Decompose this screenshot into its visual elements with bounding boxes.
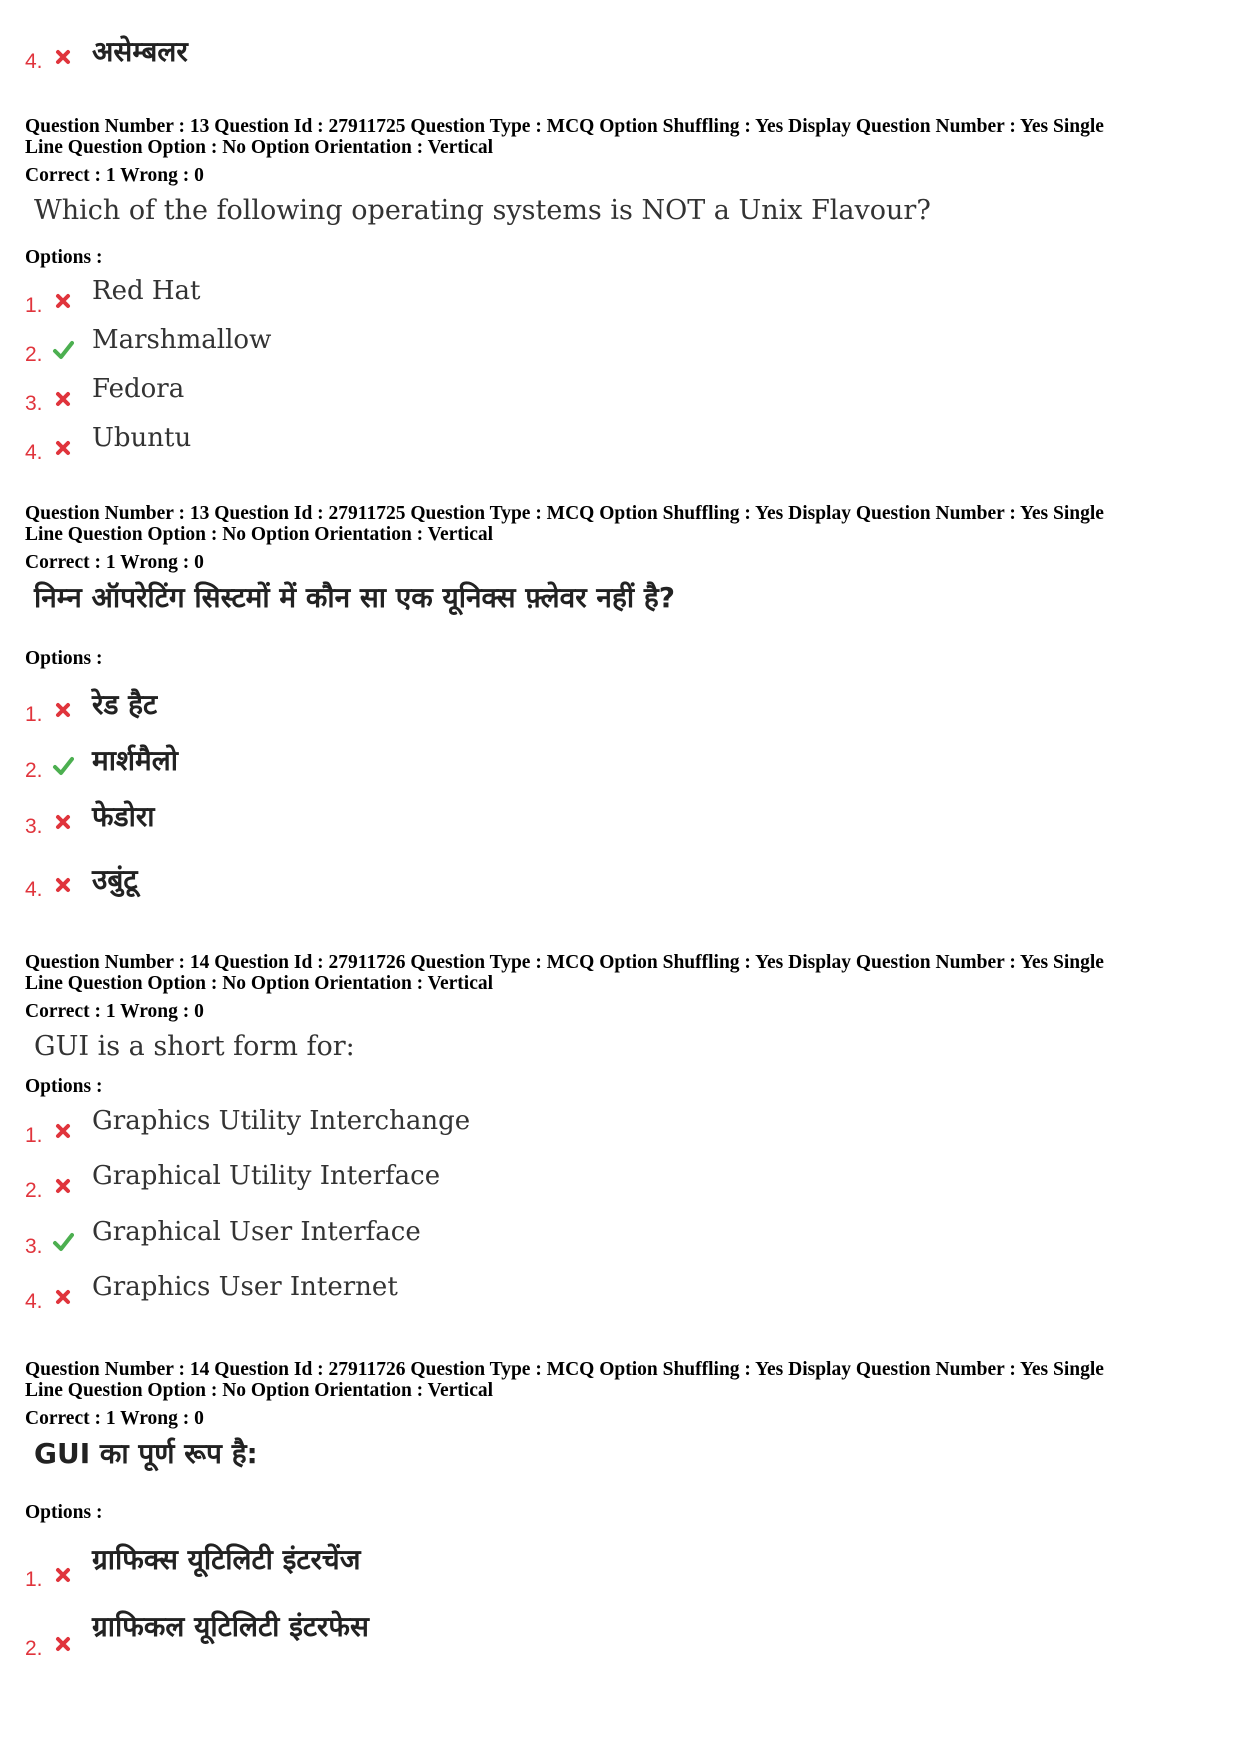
option-text: Graphical Utility Interface bbox=[92, 1161, 441, 1191]
options-label: Options : bbox=[25, 1076, 103, 1097]
option-number: 3. bbox=[25, 392, 43, 415]
option-text: Graphical User Interface bbox=[92, 1217, 421, 1247]
wrong-icon bbox=[52, 388, 74, 410]
check-icon bbox=[52, 755, 74, 777]
options-label: Options : bbox=[25, 247, 103, 268]
marks-info: Correct : 1 Wrong : 0 bbox=[25, 1408, 204, 1429]
question-meta: Line Question Option : No Option Orientation : Vertical bbox=[25, 137, 494, 158]
option-number: 4. bbox=[25, 50, 43, 73]
option-number: 2. bbox=[25, 759, 43, 782]
question-block bbox=[25, 1359, 1215, 1471]
option-text: रेड हैट bbox=[92, 688, 158, 721]
option-text: ग्राफिकल यूटिलिटी इंटरफेस bbox=[92, 1610, 369, 1643]
wrong-icon bbox=[52, 46, 74, 68]
question-meta: Question Number : 14 Question Id : 27911726 Question Type : MCQ Option Shuffling : Yes Display Question Number : Yes Single bbox=[25, 952, 1104, 973]
option-number: 1. bbox=[25, 1568, 43, 1591]
question-text: Which of the following operating systems is NOT a Unix Flavour? bbox=[34, 195, 931, 226]
check-icon bbox=[52, 339, 74, 361]
option-number: 1. bbox=[25, 1124, 43, 1147]
option-number: 2. bbox=[25, 1637, 43, 1660]
question-meta: Question Number : 13 Question Id : 27911725 Question Type : MCQ Option Shuffling : Yes Display Question Number : Yes Single bbox=[25, 116, 1104, 137]
option-number: 4. bbox=[25, 1290, 43, 1313]
check-icon bbox=[52, 1231, 74, 1253]
option-text: मार्शमैलो bbox=[92, 744, 179, 777]
question-text: GUI का पूर्ण रूप है: bbox=[34, 1437, 258, 1470]
option-number: 4. bbox=[25, 878, 43, 901]
wrong-icon bbox=[52, 290, 74, 312]
question-block bbox=[25, 952, 1215, 1064]
option-text: फेडोरा bbox=[92, 800, 155, 833]
wrong-icon bbox=[52, 1120, 74, 1142]
option-number: 3. bbox=[25, 815, 43, 838]
question-meta: Line Question Option : No Option Orientation : Vertical bbox=[25, 1380, 494, 1401]
question-meta: Question Number : 14 Question Id : 27911726 Question Type : MCQ Option Shuffling : Yes Display Question Number : Yes Single bbox=[25, 1359, 1104, 1380]
question-block bbox=[25, 503, 1215, 615]
question-meta: Line Question Option : No Option Orientation : Vertical bbox=[25, 973, 494, 994]
options-label: Options : bbox=[25, 1502, 103, 1523]
option-text: असेम्बलर bbox=[92, 35, 188, 68]
option-text: ग्राफिक्स यूटिलिटी इंटरचेंज bbox=[92, 1543, 361, 1576]
wrong-icon bbox=[52, 1175, 74, 1197]
wrong-icon bbox=[52, 1633, 74, 1655]
option-number: 2. bbox=[25, 1179, 43, 1202]
option-number: 1. bbox=[25, 703, 43, 726]
wrong-icon bbox=[52, 1286, 74, 1308]
wrong-icon bbox=[52, 811, 74, 833]
marks-info: Correct : 1 Wrong : 0 bbox=[25, 1001, 204, 1022]
question-block bbox=[25, 116, 1215, 228]
question-text: GUI is a short form for: bbox=[34, 1031, 355, 1062]
option-number: 4. bbox=[25, 441, 43, 464]
option-text: Red Hat bbox=[92, 276, 201, 306]
option-text: Graphics Utility Interchange bbox=[92, 1106, 471, 1136]
options-label: Options : bbox=[25, 648, 103, 669]
option-number: 3. bbox=[25, 1235, 43, 1258]
question-meta: Line Question Option : No Option Orientation : Vertical bbox=[25, 524, 494, 545]
wrong-icon bbox=[52, 699, 74, 721]
marks-info: Correct : 1 Wrong : 0 bbox=[25, 165, 204, 186]
marks-info: Correct : 1 Wrong : 0 bbox=[25, 552, 204, 573]
option-text: Ubuntu bbox=[92, 423, 192, 453]
option-text: Graphics User Internet bbox=[92, 1272, 398, 1302]
wrong-icon bbox=[52, 437, 74, 459]
option-text: Fedora bbox=[92, 374, 185, 404]
option-text: उबुंटू bbox=[92, 863, 138, 896]
option-number: 1. bbox=[25, 294, 43, 317]
wrong-icon bbox=[52, 874, 74, 896]
option-text: Marshmallow bbox=[92, 325, 272, 355]
question-text: निम्न ऑपरेटिंग सिस्टमों में कौन सा एक यूनिक्स फ़्लेवर नहीं है? bbox=[34, 581, 675, 614]
option-number: 2. bbox=[25, 343, 43, 366]
wrong-icon bbox=[52, 1564, 74, 1586]
question-meta: Question Number : 13 Question Id : 27911725 Question Type : MCQ Option Shuffling : Yes Display Question Number : Yes Single bbox=[25, 503, 1104, 524]
